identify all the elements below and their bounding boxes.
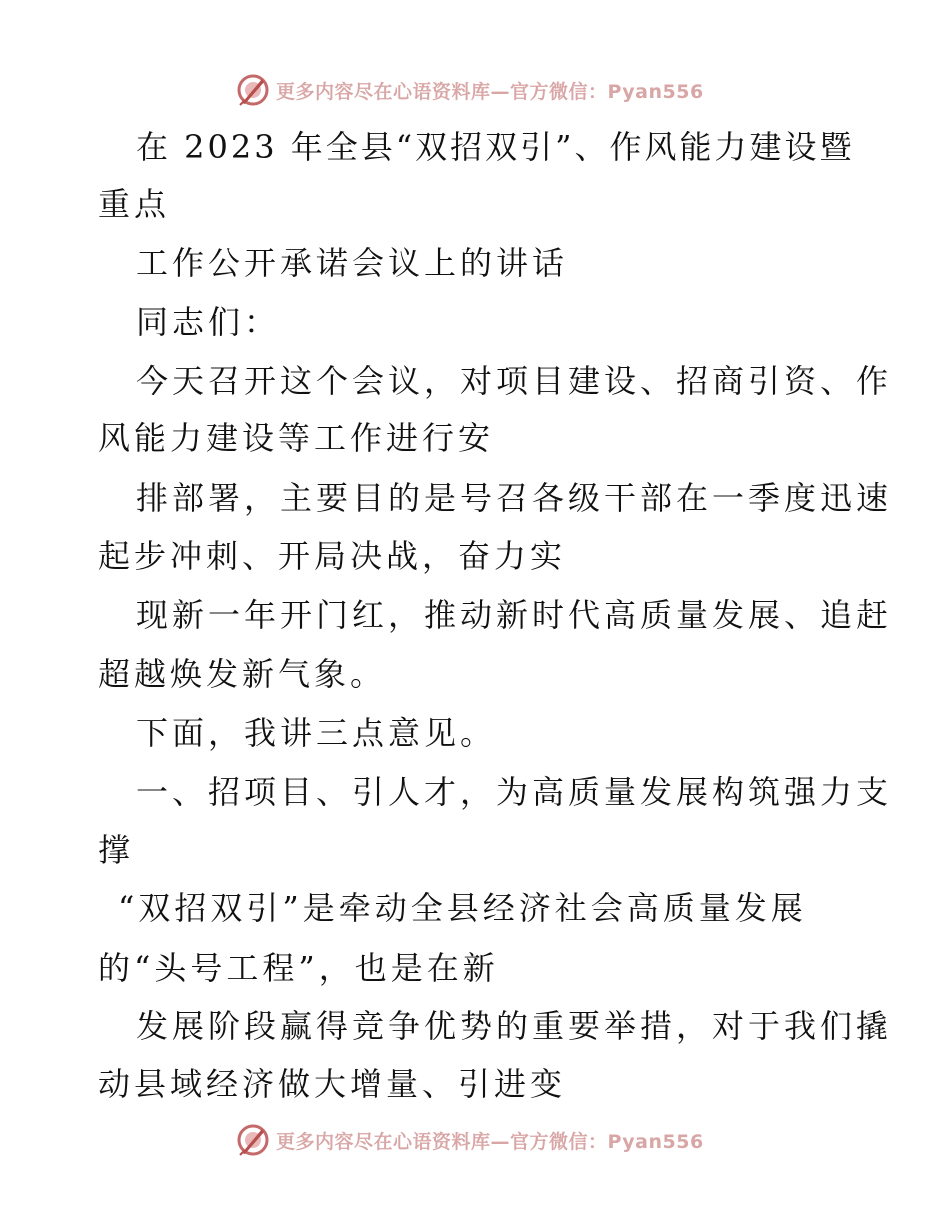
title-line-3: 工作公开承诺会议上的讲话 xyxy=(136,244,569,282)
watermark-wechat: 官方微信：Pyan556 xyxy=(510,1130,704,1153)
paragraph-line: 动县域经济做大增量、引进变 xyxy=(98,1065,567,1103)
paragraph-line: 起步冲刺、开局决战，奋力实 xyxy=(98,537,567,575)
paragraph-line: 现新一年开门红，推动新时代高质量发展、追赶 xyxy=(136,596,893,634)
paragraph-line: 超越焕发新气象。 xyxy=(98,655,387,693)
quill-pen-logo-icon xyxy=(236,73,270,107)
watermark-text: 更多内容尽在心语资料库— xyxy=(276,80,511,103)
salutation: 同志们： xyxy=(136,303,281,341)
watermark-wechat: 官方微信：Pyan556 xyxy=(510,80,704,103)
paragraph-line: 风能力建设等工作进行安 xyxy=(98,419,495,457)
paragraph-line: “双招双引”是牵动全县经济社会高质量发展 xyxy=(118,889,807,927)
section-heading-line: 撑 xyxy=(98,831,135,869)
watermark-text: 更多内容尽在心语资料库— xyxy=(276,1130,511,1153)
header-watermark xyxy=(236,73,704,107)
paragraph-line: 发展阶段赢得竞争优势的重要举措，对于我们撬 xyxy=(136,1007,893,1045)
paragraph-line: 的“头号工程”，也是在新 xyxy=(98,949,499,987)
section-heading-line: 一、招项目、引人才，为高质量发展构筑强力支 xyxy=(136,773,893,811)
title-line-2: 重点 xyxy=(98,185,171,223)
footer-watermark xyxy=(236,1123,704,1157)
paragraph-line: 排部署，主要目的是号召各级干部在一季度迅速 xyxy=(136,479,893,517)
paragraph-line: 下面，我讲三点意见。 xyxy=(136,714,497,752)
paragraph-line: 今天召开这个会议，对项目建设、招商引资、作 xyxy=(136,362,893,400)
quill-pen-logo-icon xyxy=(236,1123,270,1157)
title-line-1: 在 2023 年全县“双招双引”、作风能力建设暨 xyxy=(136,128,855,166)
